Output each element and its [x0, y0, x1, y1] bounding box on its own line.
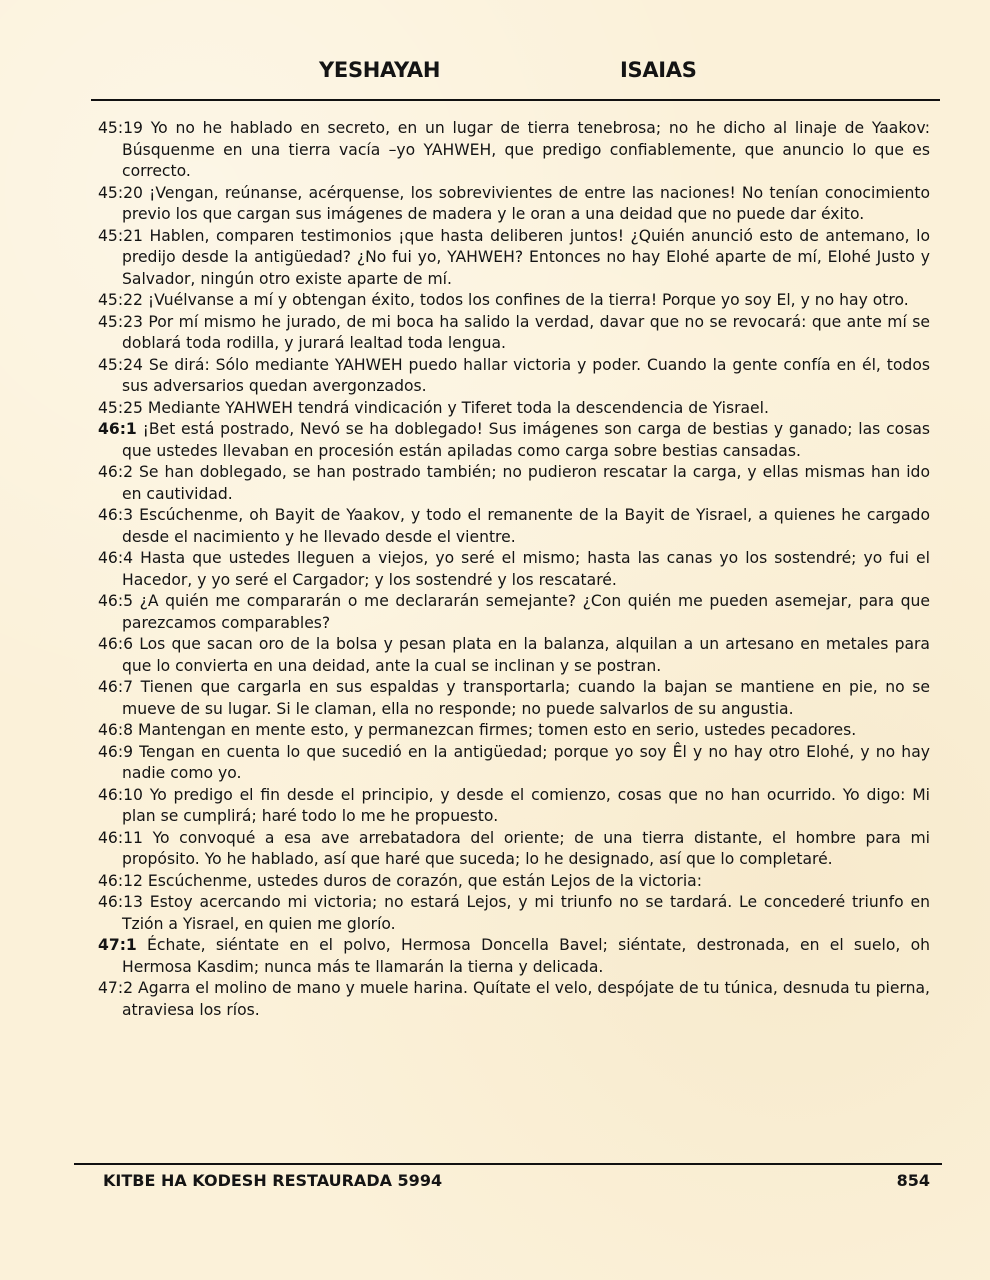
verse-reference: 46:13 [98, 893, 143, 911]
verse-text: Yo no he hablado en secreto, en un lugar de tierra tenebrosa; no he dicho al linaje de Yaakov: Búsquenme en una tierra vacía –yo YAHWEH, que predigo confiablemente, que anuncio lo que es correcto. [122, 119, 930, 180]
verse-reference: 46:7 [98, 678, 134, 696]
verse-text: Escúchenme, ustedes duros de corazón, que están Lejos de la victoria: [147, 871, 702, 890]
verse [98, 462, 930, 505]
verse-text: Los que sacan oro de la bolsa y pesan plata en la balanza, alquilan a un artesano en metales para que lo convierta en una deidad, ante la cual se inclinan y se postran. [122, 635, 930, 675]
verse-reference: 45:25 [98, 398, 143, 417]
verse-text: Se han doblegado, se han postrado también; no pudieron rescatar la carga, y ellas mismas han ido en cautividad. [122, 463, 930, 503]
verse [98, 505, 930, 548]
verse [98, 419, 930, 462]
verse-reference: 46:1 [98, 420, 137, 438]
verse-text: ¿A quién me compararán o me declararán semejante? ¿Con quién me pueden asemejar, para que parezcamos comparables? [122, 592, 930, 632]
footer-rule [74, 1163, 942, 1165]
verse-reference: 45:20 [98, 183, 143, 202]
verse-reference: 46:9 [98, 742, 134, 761]
verse-reference: 46:3 [98, 506, 134, 524]
verse [98, 828, 930, 871]
verse-reference: 46:4 [98, 549, 134, 567]
verse-reference: 45:24 [98, 355, 143, 374]
verse-reference: 45:19 [98, 119, 143, 137]
verse-reference: 46:5 [98, 592, 134, 610]
verse-reference: 46:2 [98, 463, 134, 481]
verse-reference: 47:2 [98, 979, 134, 997]
verse-text: Agarra el molino de mano y muele harina. Quítate el velo, despójate de tu túnica, desnuda tu pierna, atraviesa los ríos. [122, 979, 930, 1019]
verse [98, 935, 930, 978]
verse [98, 742, 930, 785]
verse-reference: 45:21 [98, 226, 143, 245]
verse-text: ¡Vengan, reúnanse, acérquense, los sobrevivientes de entre las naciones! No tenían conocimiento previo los que cargan sus imágenes de madera y le oran a una deidad que no puede dar éxito. [122, 183, 930, 223]
verse [98, 290, 930, 312]
verse-reference: 45:22 [98, 291, 143, 309]
page-number: 854 [896, 1171, 930, 1190]
verse-reference: 46:6 [98, 635, 134, 653]
verse-text: Mediante YAHWEH tendrá vindicación y Tiferet toda la descendencia de Yisrael. [147, 398, 769, 417]
header-hebrew-title: YESHAYAH [319, 58, 441, 82]
verse [98, 978, 930, 1021]
verse [98, 312, 930, 355]
verse [98, 548, 930, 591]
verse-reference: 46:11 [98, 828, 143, 847]
page-header [0, 58, 990, 90]
verse-text: Estoy acercando mi victoria; no estará Lejos, y mi triunfo no se tardará. Le concederé triunfo en Tzión a Yisrael, en quien me glorío. [122, 893, 930, 933]
verse-reference: 45:23 [98, 312, 143, 331]
verse-reference: 46:10 [98, 785, 143, 804]
header-spanish-title: ISAIAS [620, 58, 697, 82]
verse [98, 634, 930, 677]
verse [98, 226, 930, 291]
page-footer [0, 1171, 990, 1195]
verse [98, 677, 930, 720]
verse [98, 591, 930, 634]
verse-text: ¡Bet está postrado, Nevó se ha doblegado! Sus imágenes son carga de bestias y ganado; las cosas que ustedes llevaban en procesión están apiladas como carga sobre bestias cansadas. [122, 420, 930, 460]
verse-text: Échate, siéntate en el polvo, Hermosa Doncella Bavel; siéntate, destronada, en el suelo, oh Hermosa Kasdim; nunca más te llamarán la tierna y delicada. [122, 936, 930, 976]
verse-text: Escúchenme, oh Bayit de Yaakov, y todo el remanente de la Bayit de Yisrael, a quienes he cargado desde el nacimiento y he llevado desde el vientre. [122, 506, 930, 546]
verse [98, 871, 930, 893]
verse-text: Hablen, comparen testimonios ¡que hasta deliberen juntos! ¿Quién anunció esto de antemano, lo predijo desde la antigüedad? ¿No fui yo, YAHWEH? Entonces no hay Elohé aparte de mí, Elohé Justo y Salvador, ningún otro existe aparte de mí. [122, 226, 930, 288]
verse-text: Yo convoqué a esa ave arrebatadora del oriente; de una tierra distante, el hombre para mi propósito. Yo he hablado, así que haré que suceda; lo he designado, así que lo completaré. [122, 828, 930, 868]
footer-book-title: KITBE HA KODESH RESTAURADA 5994 [103, 1171, 443, 1190]
verse [98, 398, 930, 420]
verse [98, 785, 930, 828]
verse-text: Se dirá: Sólo mediante YAHWEH puedo hallar victoria y poder. Cuando la gente confía en él, todos sus adversarios quedan avergonzados. [122, 355, 930, 395]
verse [98, 355, 930, 398]
verse-text: Mantengan en mente esto, y permanezcan firmes; tomen esto en serio, ustedes pecadores. [138, 721, 857, 739]
verse-list [98, 118, 930, 1021]
verse-text: Tienen que cargarla en sus espaldas y transportarla; cuando la bajan se mantiene en pie, no se mueve de su lugar. Si le claman, ella no responde; no puede salvarlos de su angustia. [122, 678, 930, 718]
verse-reference: 47:1 [98, 936, 137, 954]
verse-text: Yo predigo el fin desde el principio, y desde el comienzo, cosas que no han ocurrido. Yo digo: Mi plan se cumplirá; haré todo lo me he propuesto. [122, 785, 930, 825]
verse-text: Hasta que ustedes lleguen a viejos, yo seré el mismo; hasta las canas yo los sostendré; yo fui el Hacedor, y yo seré el Cargador; y los sostendré y los rescataré. [122, 549, 930, 589]
verse [98, 892, 930, 935]
verse [98, 183, 930, 226]
verse-reference: 46:8 [98, 721, 134, 739]
verse-reference: 46:12 [98, 871, 143, 890]
verse [98, 720, 930, 742]
header-rule [91, 99, 940, 101]
verse-text: Por mí mismo he jurado, de mi boca ha salido la verdad, davar que no se revocará: que ante mí se doblará toda rodilla, y jurará lealtad toda lengua. [122, 312, 930, 352]
verse [98, 118, 930, 183]
verse-text: ¡Vuélvanse a mí y obtengan éxito, todos los confines de la tierra! Porque yo soy El, y no hay otro. [147, 291, 909, 309]
verse-text: Tengan en cuenta lo que sucedió en la antigüedad; porque yo soy Êl y no hay otro Elohé, y no hay nadie como yo. [122, 742, 930, 782]
